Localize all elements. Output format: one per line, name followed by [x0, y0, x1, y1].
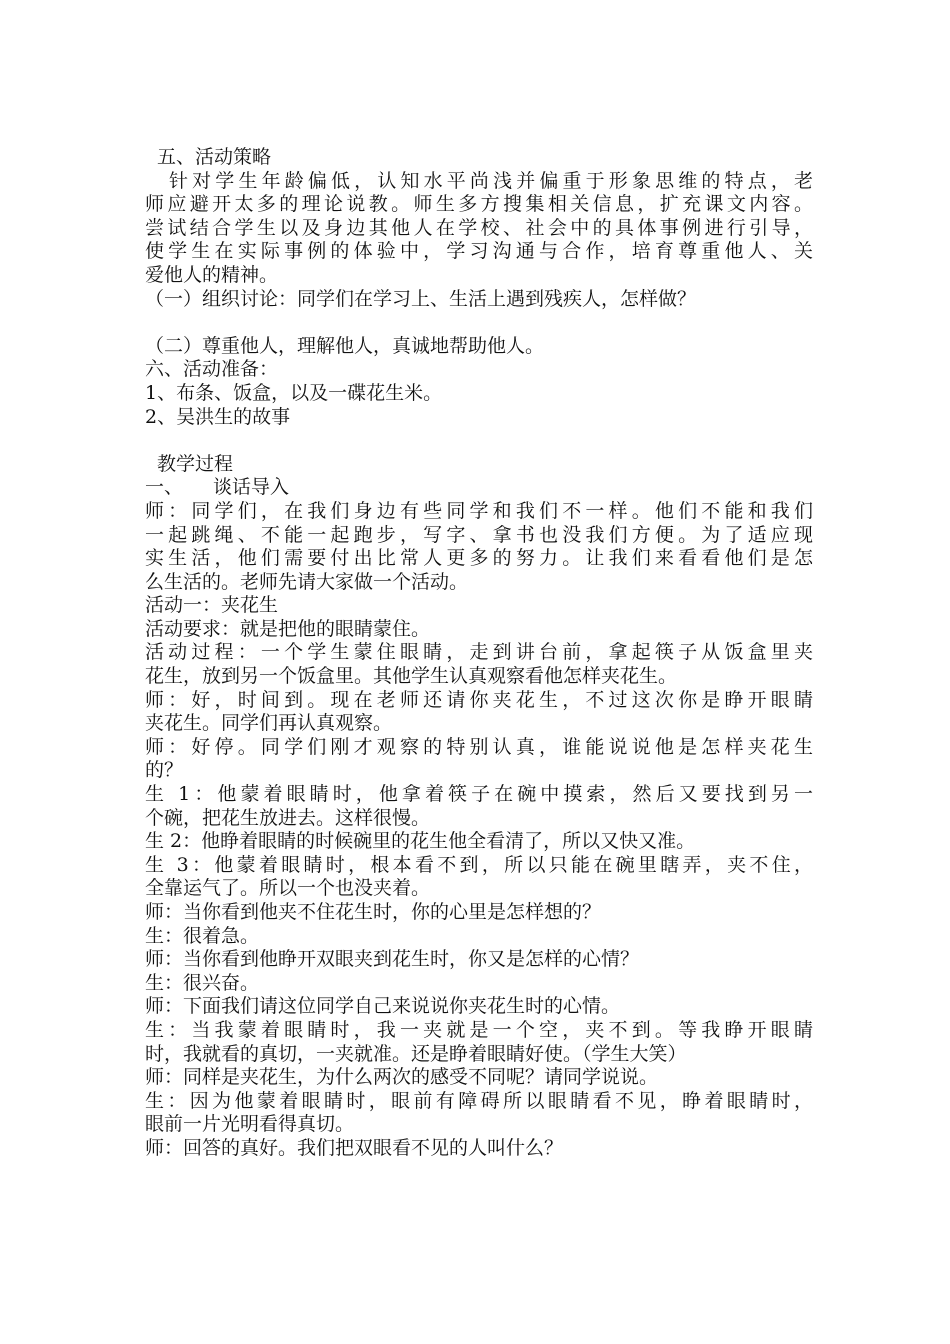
- dialogue-line: 师：同样是夹花生，为什么两次的感受不同呢？请同学说说。: [145, 1066, 659, 1089]
- dialogue-line: 么生活的。老师先请大家做一个活动。: [145, 570, 469, 593]
- dialogue-line: 时，我就看的真切，一夹就准。还是睁着眼睛好使。（学生大笑）: [145, 1042, 687, 1065]
- dialogue-line: 的？: [145, 759, 184, 782]
- paragraph-line: 针对学生年龄偏低，认知水平尚浅并偏重于形象思维的特点，老: [169, 169, 813, 192]
- paragraph-line: 爱他人的精神。: [145, 263, 279, 286]
- dialogue-line: 师：当你看到他睁开双眼夹到花生时，你又是怎样的心情？: [145, 948, 640, 971]
- dialogue-line: 一起跳绳、不能一起跑步，写字、拿书也没我们方便。为了适应现: [145, 523, 813, 546]
- dialogue-line: 个碗，把花生放进去。这样很慢。: [145, 806, 431, 829]
- dialogue-line: 师：下面我们请这位同学自己来说说你夹花生时的心情。: [145, 995, 621, 1018]
- section-heading: 教学过程: [157, 452, 234, 475]
- dialogue-line: 师：好停。同学们刚才观察的特别认真，谁能说说他是怎样夹花生: [145, 735, 813, 758]
- list-item: 1、布条、饭盒，以及一碟花生米。: [145, 381, 443, 404]
- dialogue-line: 夹花生。同学们再认真观察。: [145, 712, 393, 735]
- dialogue-line: 师：同学们，在我们身边有些同学和我们不一样。他们不能和我们: [145, 499, 813, 522]
- dialogue-line: 生 3：他蒙着眼睛时，根本看不到，所以只能在碗里瞎弄，夹不住，: [145, 853, 813, 876]
- dialogue-line: 师：好，时间到。现在老师还请你夹花生，不过这次你是睁开眼睛: [145, 688, 813, 711]
- paragraph-line: 尝试结合学生以及身边其他人在学校、社会中的具体事例进行引导，: [145, 216, 813, 239]
- step-number: 一、: [145, 476, 184, 499]
- dialogue-line: 师：当你看到他夹不住花生时，你的心里是怎样想的？: [145, 901, 602, 923]
- dialogue-line: 全靠运气了。所以一个也没夹着。: [145, 877, 431, 900]
- dialogue-line: 生：因为他蒙着眼睛时，眼前有障碍所以眼睛看不见，睁着眼睛时，: [145, 1089, 813, 1112]
- paragraph-line: 使学生在实际事例的体验中，学习沟通与合作，培育尊重他人、关: [145, 240, 813, 263]
- dialogue-line: 花生，放到另一个饭盒里。其他学生认真观察看他怎样夹花生。: [145, 665, 678, 688]
- dialogue-line: 生：很着急。: [145, 924, 260, 947]
- dialogue-line: 生 2：他睁着眼睛的时候碗里的花生他全看清了，所以又快又准。: [145, 830, 696, 853]
- list-item: 2、吴洪生的故事: [145, 405, 291, 428]
- dialogue-line: 生 1：他蒙着眼睛时，他拿着筷子在碗中摸索，然后又要找到另一: [145, 783, 813, 806]
- dialogue-line: 生：当我蒙着眼睛时，我一夹就是一个空，夹不到。等我睁开眼睛: [145, 1018, 813, 1041]
- list-item: （一）组织讨论：同学们在学习上、生活上遇到残疾人，怎样做？: [145, 287, 697, 310]
- blank-line: [145, 311, 813, 335]
- document-page: [145, 146, 813, 1161]
- dialogue-line: 活动过程：一个学生蒙住眼睛，走到讲台前，拿起筷子从饭盒里夹: [145, 641, 813, 664]
- dialogue-line: 眼前一片光明看得真切。: [145, 1113, 355, 1136]
- step-title: 谈话导入: [213, 476, 290, 499]
- section-heading: 六、活动准备：: [145, 358, 279, 381]
- step-heading: [145, 476, 813, 500]
- dialogue-line: 实生活，他们需要付出比常人更多的努力。让我们来看看他们是怎: [145, 547, 813, 570]
- dialogue-line: 活动要求：就是把他的眼睛蒙住。: [145, 617, 431, 640]
- dialogue-line: 师：回答的真好。我们把双眼看不见的人叫什么？: [145, 1136, 564, 1159]
- section-heading: 五、活动策略: [157, 146, 272, 168]
- blank-line: [145, 429, 813, 453]
- dialogue-line: 生：很兴奋。: [145, 971, 260, 994]
- list-item: （二）尊重他人，理解他人，真诚地帮助他人。: [145, 334, 545, 357]
- paragraph-line: 师应避开太多的理论说教。师生多方搜集相关信息，扩充课文内容。: [145, 193, 813, 216]
- dialogue-line: 活动一：夹花生: [145, 594, 279, 617]
